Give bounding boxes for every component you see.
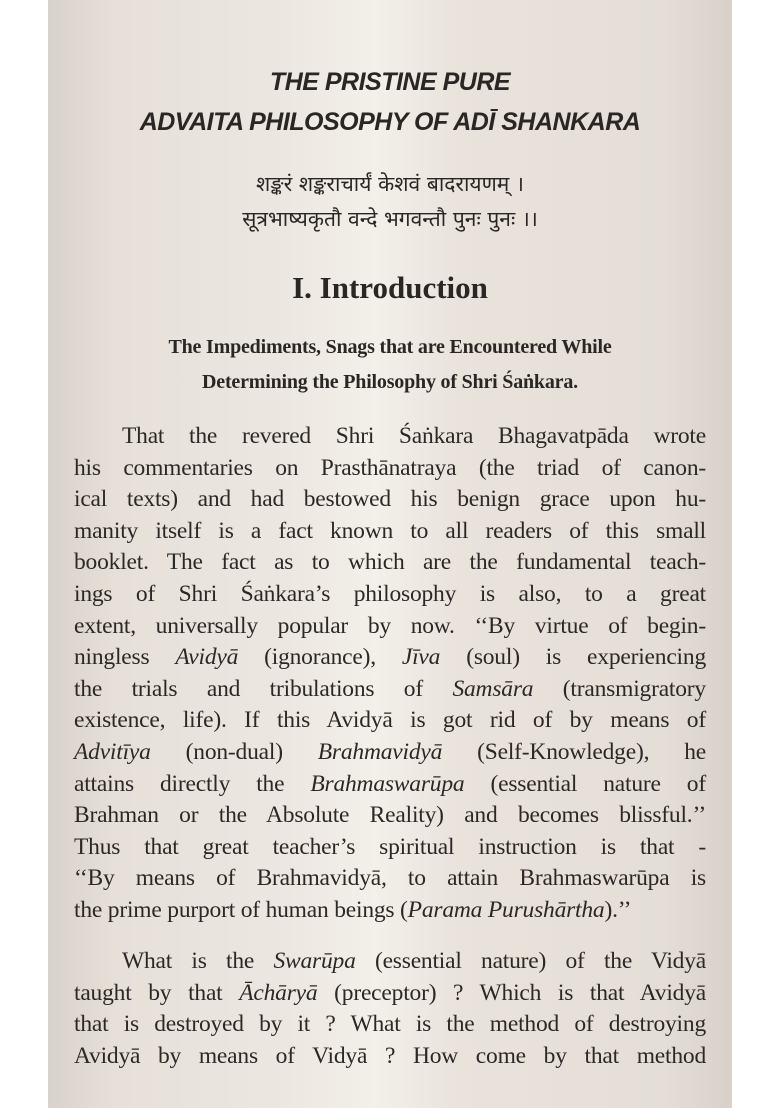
section-subheading-line-2: Determining the Philosophy of Shri Śaṅkara. <box>202 371 578 393</box>
text-line <box>74 737 706 769</box>
text-line <box>74 642 706 674</box>
text-line <box>74 516 706 548</box>
text-segment: the trials and tribulations of <box>74 675 453 702</box>
text-segment: the prime purport of human beings ( <box>74 896 408 923</box>
text-segment: manity itself is a fact known to all readers of this small <box>74 517 706 544</box>
text-line <box>74 547 706 579</box>
text-segment: booklet. The fact as to which are the fundamental teach- <box>74 549 706 576</box>
italic-term: Jīva <box>401 644 441 671</box>
italic-term: Parama Purushārtha <box>407 896 605 923</box>
text-segment: (essential nature of <box>464 770 706 797</box>
italic-term: Brahmaswarūpa <box>310 770 465 797</box>
sanskrit-verse-line-1: शङ्करं शङ्कराचार्यं केशवं बादरायणम् । <box>256 172 524 196</box>
text-line <box>74 832 706 864</box>
italic-term: Samsāra <box>452 675 534 702</box>
text-line <box>74 946 706 978</box>
text-segment: (non-dual) <box>150 738 318 765</box>
text-line <box>74 800 706 832</box>
italic-term: Advitīya <box>74 738 151 765</box>
text-segment: existence, life). If this Avidyā is got rid of by means of <box>74 707 706 734</box>
sanskrit-verse-line-2: सूत्रभाष्यकृतौ वन्दे भगवन्तौ पुनः पुनः ।। <box>242 207 538 231</box>
paragraph-1 <box>74 421 706 927</box>
text-line <box>74 611 706 643</box>
text-line <box>74 453 706 485</box>
text-segment: (Self-Knowledge), he <box>442 738 706 765</box>
book-page <box>48 0 732 1108</box>
text-segment: his commentaries on Prasthānatraya (the triad of canon- <box>74 454 706 481</box>
text-segment: taught by that <box>74 979 240 1006</box>
section-subheading-line-1: The Impediments, Snags that are Encountered While <box>168 336 612 358</box>
text-segment: That the revered Shri Śaṅkara Bhagavatpāda wrote <box>122 423 706 449</box>
italic-term: Swarūpa <box>273 948 356 974</box>
text-line <box>74 863 706 895</box>
text-segment: Brahman or the Absolute Reality) and becomes blissful.’’ <box>74 802 706 829</box>
text-segment: that is destroyed by it ? What is the method of destroying <box>74 1011 706 1038</box>
text-line <box>74 705 706 737</box>
text-line <box>74 1041 706 1073</box>
italic-term: Avidyā <box>175 644 239 671</box>
text-segment: (ignorance), <box>238 644 402 671</box>
text-segment: extent, universally popular by now. ‘‘By virtue of begin- <box>74 612 706 639</box>
text-segment: (transmigratory <box>533 675 706 702</box>
italic-term: Āchāryā <box>239 979 318 1006</box>
text-line <box>74 674 706 706</box>
text-line <box>74 421 706 453</box>
text-segment: attains directly the <box>74 770 311 797</box>
text-segment: (essential nature) of the Vidyā <box>355 948 707 974</box>
text-segment: ical texts) and had bestowed his benign grace upon hu- <box>74 486 706 513</box>
text-line <box>74 895 706 927</box>
text-segment: ningless <box>74 644 176 671</box>
text-line <box>74 769 706 801</box>
text-segment: ).’’ <box>604 896 632 923</box>
text-segment: Thus that great teacher’s spiritual instruction is that - <box>74 833 706 860</box>
paragraph-2 <box>74 946 706 1072</box>
text-line <box>74 579 706 611</box>
text-line <box>74 1009 706 1041</box>
italic-term: Brahmavidyā <box>317 738 443 765</box>
text-segment: ‘‘By means of Brahmavidyā, to attain Brahmaswarūpa is <box>74 865 706 892</box>
text-segment: What is the <box>122 948 274 974</box>
book-title-line-1: THE PRISTINE PURE <box>269 68 511 96</box>
text-segment: ings of Shri Śaṅkara’s philosophy is also, to a great <box>74 580 706 607</box>
text-segment: Avidyā by means of Vidyā ? How come by that method <box>74 1042 706 1069</box>
text-segment: (preceptor) ? Which is that Avidyā <box>317 979 706 1006</box>
text-line <box>74 978 706 1010</box>
book-title-line-2: ADVAITA PHILOSOPHY OF ADĪ SHANKARA <box>139 108 641 136</box>
text-segment: (soul) is experiencing <box>440 644 706 671</box>
text-line <box>74 484 706 516</box>
section-heading: I. Introduction <box>292 270 488 305</box>
